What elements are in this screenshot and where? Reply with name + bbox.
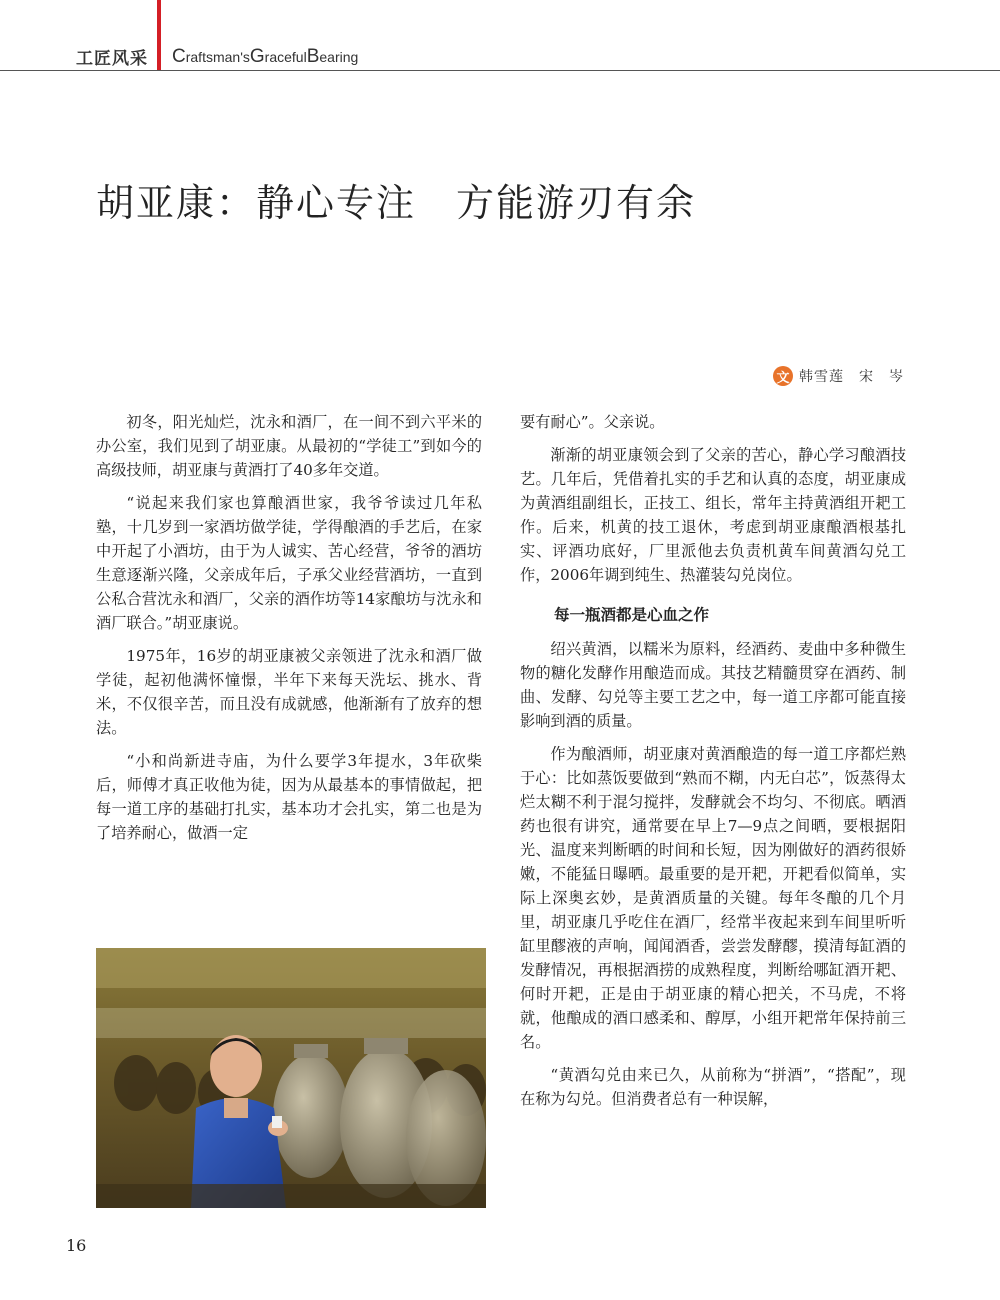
paragraph: 初冬，阳光灿烂，沈永和酒厂，在一间不到六平米的办公室，我们见到了胡亚康。从最初的“学徒工”到如今的高级技师，胡亚康与黄酒打了40多年交道。 — [96, 413, 482, 479]
section-title-en-rest: raceful — [264, 49, 307, 65]
paragraph: “说起来我们家也算酿酒世家，我爷爷读过几年私塾，十几岁到一家酒坊做学徒，学得酿酒的手艺后，在家中开起了小酒坊，由于为人诚实、苦心经营，爷爷的酒坊生意逐渐兴隆，父亲成年后，子承父业经营酒坊，一直到公私合营沈永和酒厂，父亲的酒作坊等14家酿坊与沈永和酒厂联合。”胡亚康说。 — [96, 494, 482, 632]
paragraph: 渐渐的胡亚康领会到了父亲的苦心，静心学习酿酒技艺。几年后，凭借着扎实的手艺和认真的态度，胡亚康成为黄酒组副组长，正技工、组长，常年主持黄酒组开耙工作。后来，机黄的技工退休，考虑到胡亚康酿酒根基扎实、评酒功底好，厂里派他去负责机黄车间黄酒勾兑工作，2006年调到纯生、热灌装勾兑岗位。 — [520, 446, 906, 584]
page-header — [0, 0, 1000, 72]
section-title-en-cap: C — [172, 46, 186, 67]
paragraph-continuation: 要有耐心”。父亲说。 — [520, 413, 665, 431]
header-accent-bar — [157, 0, 161, 70]
section-title-en-rest: earing — [319, 49, 359, 65]
author-names: 韩雪莲 宋 岑 — [799, 369, 904, 385]
paragraph: “小和尚新进寺庙，为什么要学3年提水，3年砍柴后，师傅才真正收他为徒，因为从最基本的事情做起，把每一道工序的基础打扎实，基本功才会扎实，第二也是为了培养耐心，做酒一定 — [96, 752, 482, 842]
photo-winery-worker — [96, 948, 486, 1208]
byline — [773, 366, 904, 386]
author-mark-icon: 文 — [773, 366, 793, 386]
right-column — [520, 410, 906, 1120]
section-title-en-cap: B — [306, 46, 320, 67]
paragraph: 1975年，16岁的胡亚康被父亲领进了沈永和酒厂做学徒，起初他满怀憧憬，半年下来每天洗坛、挑水、背米，不仅很辛苦，而且没有成就感，他渐渐有了放弃的想法。 — [96, 647, 482, 737]
section-title-zh: 工匠风采 — [76, 49, 148, 69]
paragraph: “黄酒勾兑由来已久，从前称为“拼酒”，“搭配”，现在称为勾兑。但消费者总有一种误解， — [520, 1066, 906, 1108]
section-title-en — [172, 46, 358, 68]
header-divider — [0, 70, 1000, 71]
section-title-en-rest: raftsman's — [185, 49, 250, 65]
article-photo — [96, 948, 486, 1208]
page-number: 16 — [66, 1236, 87, 1255]
paragraph: 作为酿酒师，胡亚康对黄酒酿造的每一道工序都烂熟于心：比如蒸饭要做到“熟而不糊，内无白芯”，饭蒸得太烂太糊不利于混匀搅拌，发酵就会不均匀、不彻底。晒酒药也很有讲究，通常要在早上7—9点之间晒，要根据阳光、温度来判断晒的时间和长短，因为刚做好的酒药很娇嫩，不能猛日曝晒。最重要的是开耙，开耙看似简单，实际上深奥玄妙，是黄酒质量的关键。每年冬酿的几个月里，胡亚康几乎吃住在酒厂，经常半夜起来到车间里听听缸里醪液的声响，闻闻酒香，尝尝发酵醪，摸清每缸酒的发酵情况，再根据酒捞的成熟程度，判断给哪缸酒开耙、何时开耙，正是由于胡亚康的精心把关，不马虎，不将就，他酿成的酒口感柔和、醇厚，小组开耙常年保持前三名。 — [520, 745, 906, 1051]
left-column — [96, 410, 482, 854]
section-heading: 每一瓶酒都是心血之作 — [554, 606, 710, 624]
article-title: 胡亚康：静心专注 方能游刃有余 — [96, 181, 697, 225]
section-title-en-cap: G — [249, 46, 265, 67]
paragraph: 绍兴黄酒，以糯米为原料，经酒药、麦曲中多种微生物的糖化发酵作用酿造而成。其技艺精髓贯穿在酒药、制曲、发酵、勾兑等主要工艺之中，每一道工序都可能直接影响到酒的质量。 — [520, 640, 906, 730]
